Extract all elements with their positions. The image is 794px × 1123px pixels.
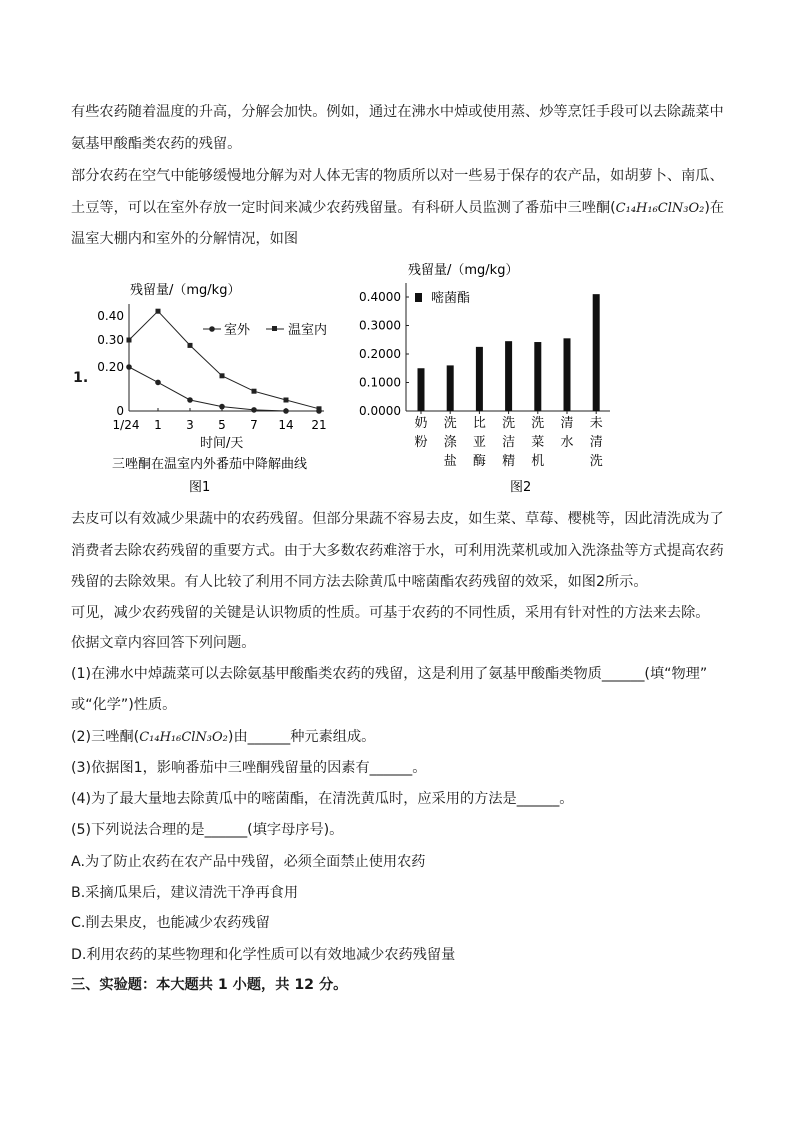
- data-point-greenhouse: [317, 406, 322, 411]
- figure-1-y-tick-label: 0.40: [97, 309, 124, 323]
- data-point-greenhouse: [284, 398, 289, 403]
- intro-line-4: [71, 198, 723, 219]
- figure-2-y-tick-label: 0.1000: [359, 375, 401, 390]
- intro-line-3: 部分农药在空气中能够缓慢地分解为对人体无害的物质所以对一些易于保存的农产品，如胡萝卜、南瓜、: [71, 168, 724, 184]
- figure-2-category-label-char: 水: [560, 435, 574, 450]
- data-point-greenhouse: [156, 309, 161, 314]
- figure-1-x-tick-label: 1/24: [112, 418, 140, 432]
- question-2: [71, 727, 723, 748]
- figure-2-marks: [418, 294, 600, 411]
- intro-line-1: 有些农药随着温度的升高，分解会加快。例如，通过在沸水中焯或使用蒸、炒等烹饪手段可以去除蔬菜中: [71, 104, 724, 120]
- bar: [534, 342, 541, 411]
- figure-1-x-tick-label: 3: [186, 418, 194, 432]
- body-line-5: 依据文章内容回答下列问题。: [71, 635, 256, 651]
- figure-2-category-label-char: 清: [589, 435, 603, 450]
- data-point-greenhouse: [220, 373, 225, 378]
- legend-azoxystrobin: 嘧菌酯: [431, 291, 471, 306]
- figure-1-y-tick-label: 0: [116, 404, 124, 418]
- body-line-1: 去皮可以有效减少果蔬中的农药残留。但部分果蔬不容易去皮，如生菜、草莓、樱桃等，因此清洗成为了: [71, 511, 724, 527]
- figure-1-y-tick-label: 0.30: [97, 333, 124, 347]
- figure-2-category-label-char: 清: [560, 416, 574, 431]
- figure-2-legend: [415, 290, 470, 306]
- bar: [505, 341, 512, 411]
- option-a: A.为了防止农药在农产品中残留，必须全面禁止使用农药: [71, 854, 426, 870]
- data-point-outdoor: [187, 397, 193, 403]
- figure-2-category-label-char: 洁: [502, 435, 516, 450]
- figure-2-category-label-char: 精: [502, 454, 516, 469]
- figure-2-category-label-char: 亚: [472, 435, 486, 450]
- figure-1-x-tick-label: 5: [218, 418, 226, 432]
- intro-line-4a: 土豆等，可以在室外存放一定时间来减少农药残留量。有科研人员监测了番茄中三唑酮(: [71, 200, 616, 216]
- data-point-greenhouse: [252, 389, 257, 394]
- figure-1-ylabel: 残留量/（mg/kg）: [130, 283, 241, 298]
- question-2b: )由______种元素组成。: [227, 729, 376, 745]
- figure-1-caption: 三唑酮在温室内外番茄中降解曲线: [112, 457, 308, 472]
- figure-2-y-tick-label: 0.4000: [359, 290, 401, 304]
- figure-1-label: 图1: [189, 480, 211, 495]
- bar: [418, 368, 425, 411]
- figure-2-category-label-char: 酶: [472, 454, 486, 469]
- figure-1-x-tick-label: 1: [154, 418, 162, 432]
- data-point-outdoor: [251, 407, 257, 413]
- figure-1-x-tick-label: 21: [311, 418, 327, 432]
- figure-2-category-label-char: 洗: [531, 416, 545, 431]
- data-point-outdoor: [283, 408, 289, 414]
- figure-2-y-tick-label: 0.2000: [359, 347, 401, 361]
- figure-2-category-label-char: 洗: [589, 454, 603, 469]
- bar: [564, 338, 571, 411]
- section-3-heading: 三、实验题：本大题共 1 小题，共 12 分。: [71, 977, 348, 993]
- intro-line-5: 温室大棚内和室外的分解情况，如图: [71, 231, 299, 247]
- figure-1-xlabel: 时间/天: [200, 436, 244, 451]
- body-line-2: 消费者去除农药残留的重要方式。由于大多数农药难溶于水，可利用洗菜机或加入洗涤盐等方式提高农药: [71, 543, 724, 559]
- option-c: C.削去果皮，也能减少农药残留: [71, 915, 270, 931]
- intro-line-2: 氨基甲酸酯类农药的残留。: [71, 136, 242, 152]
- figure-2-ylabel: 残留量/（mg/kg）: [408, 263, 519, 278]
- figure-2-category-label-char: 洗: [502, 416, 516, 431]
- bar: [593, 294, 600, 411]
- figure-1-chart: [97, 272, 350, 502]
- figure-1-x-tick-label: 14: [278, 418, 294, 432]
- figure-2-category-label-char: 奶: [414, 416, 428, 431]
- data-point-outdoor: [219, 404, 225, 410]
- question-5: (5)下列说法合理的是______(填字母序号)。: [71, 822, 344, 838]
- intro-line-4b: )在: [704, 200, 725, 216]
- figure-1-x-tick-label: 7: [250, 418, 258, 432]
- figure-2-category-label-char: 盐: [443, 454, 457, 469]
- data-point-outdoor: [155, 380, 161, 386]
- option-d: D.利用农药的某些物理和化学性质可以有效地减少农药残留量: [71, 947, 456, 963]
- formula-triadimefon: C₁₄H₁₆ClN₃O₂: [615, 201, 705, 216]
- figure-1-y-tick-label: 0.20: [97, 360, 124, 374]
- body-line-3: 残留的去除效果。有人比较了利用不同方法去除黄瓜中嘧菌酯农药残留的效采，如图2所示。: [71, 574, 648, 590]
- figure-2-category-label-char: 机: [531, 454, 545, 469]
- legend-outdoor: 室外: [224, 323, 251, 338]
- question-4: (4)为了最大量地去除黄瓜中的嘧菌酯，在清洗黄瓜时，应采用的方法是______。: [71, 791, 574, 807]
- figure-2-category-label-char: 未: [589, 416, 603, 431]
- figure-1-legend: [203, 322, 327, 338]
- figure-2-label: 图2: [510, 480, 532, 495]
- figure-2-y-tick-label: 0.0000: [359, 404, 401, 418]
- figure-2-chart: [360, 255, 630, 500]
- data-point-outdoor: [126, 364, 132, 370]
- figure-2-category-label-char: 比: [472, 416, 486, 431]
- question-1-line-1: (1)在沸水中焯蔬菜可以去除氨基甲酸酯类农药的残留，这是利用了氨基甲酸酯类物质______(填“物理”: [71, 666, 708, 682]
- question-2a: (2)三唑酮(: [71, 729, 140, 745]
- figure-2-axes: [359, 283, 610, 469]
- data-point-greenhouse: [127, 338, 132, 343]
- figure-2-category-label-char: 洗: [443, 416, 457, 431]
- question-1-line-2: 或“化学”)性质。: [71, 697, 177, 713]
- question-number: 1.: [73, 370, 89, 386]
- option-b: B.采摘瓜果后，建议清洗干净再食用: [71, 885, 299, 901]
- data-point-greenhouse: [188, 343, 193, 348]
- question-2-formula: C₁₄H₁₆ClN₃O₂: [139, 730, 228, 745]
- bar: [447, 365, 454, 411]
- figure-2-category-label-char: 菜: [531, 435, 545, 450]
- figure-2-category-label-char: 涤: [443, 435, 457, 450]
- question-3: (3)依据图1，影响番茄中三唑酮残留量的因素有______。: [71, 760, 427, 776]
- body-line-4: 可见，减少农药残留的关键是认识物质的性质。可基于农药的不同性质，采用有针对性的方法来去除。: [71, 605, 710, 621]
- legend-greenhouse: 温室内: [288, 323, 328, 338]
- figure-2-y-tick-label: 0.3000: [359, 318, 401, 333]
- bar: [476, 347, 483, 411]
- figure-2-category-label-char: 粉: [414, 435, 428, 450]
